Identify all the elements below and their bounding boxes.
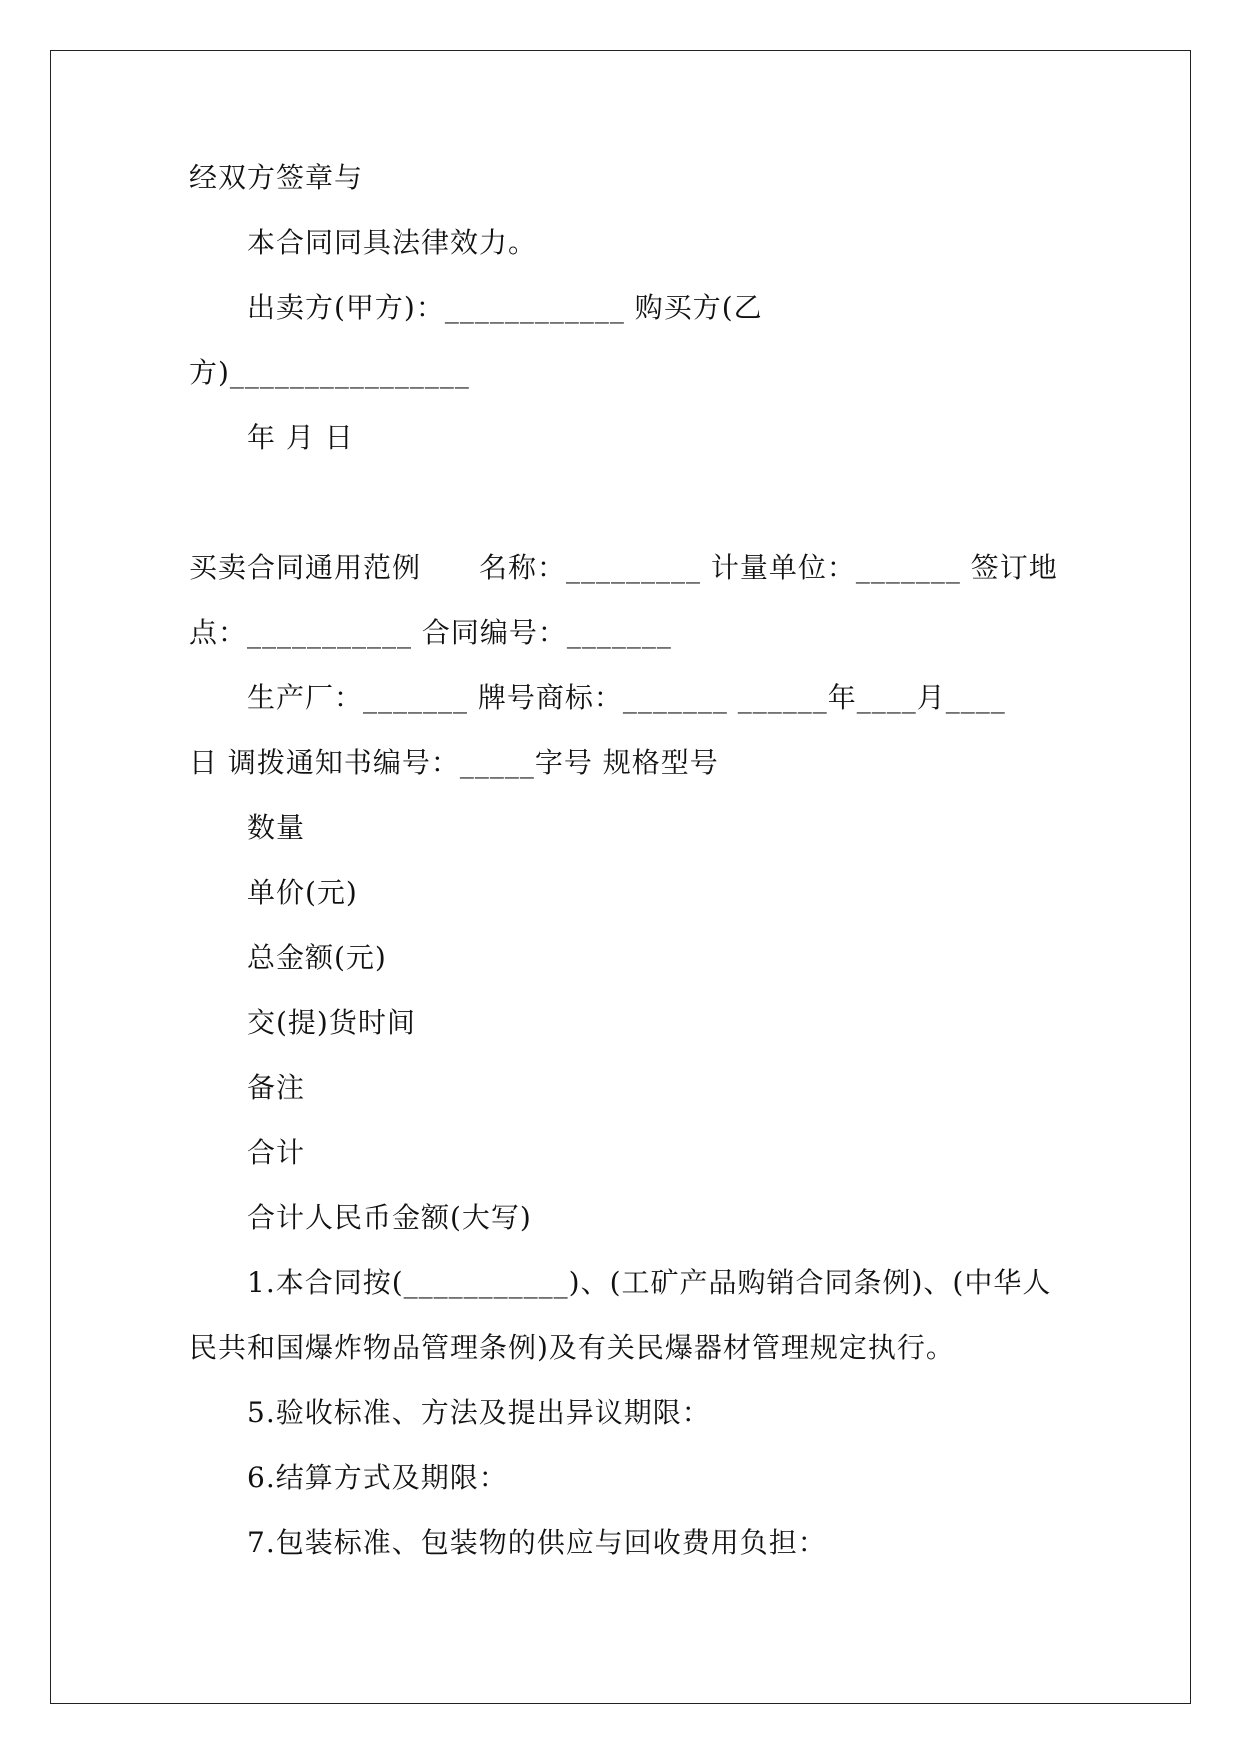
text-line: 年 月 日 — [247, 421, 354, 454]
text-line: 买卖合同通用范例 名称：_________ 计量单位：_______ 签订地 — [189, 551, 1058, 584]
text-line: 6.结算方式及期限： — [247, 1461, 508, 1494]
text-line: 备注 — [247, 1071, 306, 1104]
text-line: 数量 — [247, 811, 306, 844]
text-line: 本合同同具法律效力。 — [247, 226, 538, 259]
text-line: 交(提)货时间 — [247, 1006, 416, 1039]
text-line: 7.包装标准、包装物的供应与回收费用负担： — [247, 1526, 827, 1559]
text-line: 民共和国爆炸物品管理条例)及有关民爆器材管理规定执行。 — [189, 1331, 955, 1364]
text-line: 5.验收标准、方法及提出异议期限： — [247, 1396, 711, 1429]
text-line: 生产厂：_______ 牌号商标：_______ ______年____月____ — [247, 681, 1006, 714]
text-line: 合计 — [247, 1136, 306, 1169]
text-line: 出卖方(甲方)：____________ 购买方(乙 — [247, 291, 763, 324]
text-line: 合计人民币金额(大写) — [247, 1201, 532, 1234]
text-line: 单价(元) — [247, 876, 358, 909]
text-line: 点：___________ 合同编号：_______ — [189, 616, 672, 649]
text-line: 总金额(元) — [247, 941, 387, 974]
text-line: 日 调拨通知书编号：_____字号 规格型号 — [189, 746, 719, 779]
text-line: 方)________________ — [189, 356, 470, 389]
text-line: 1.本合同按(___________)、(工矿产品购销合同条例)、(中华人 — [247, 1266, 1052, 1299]
text-line: 经双方签章与 — [189, 161, 364, 194]
